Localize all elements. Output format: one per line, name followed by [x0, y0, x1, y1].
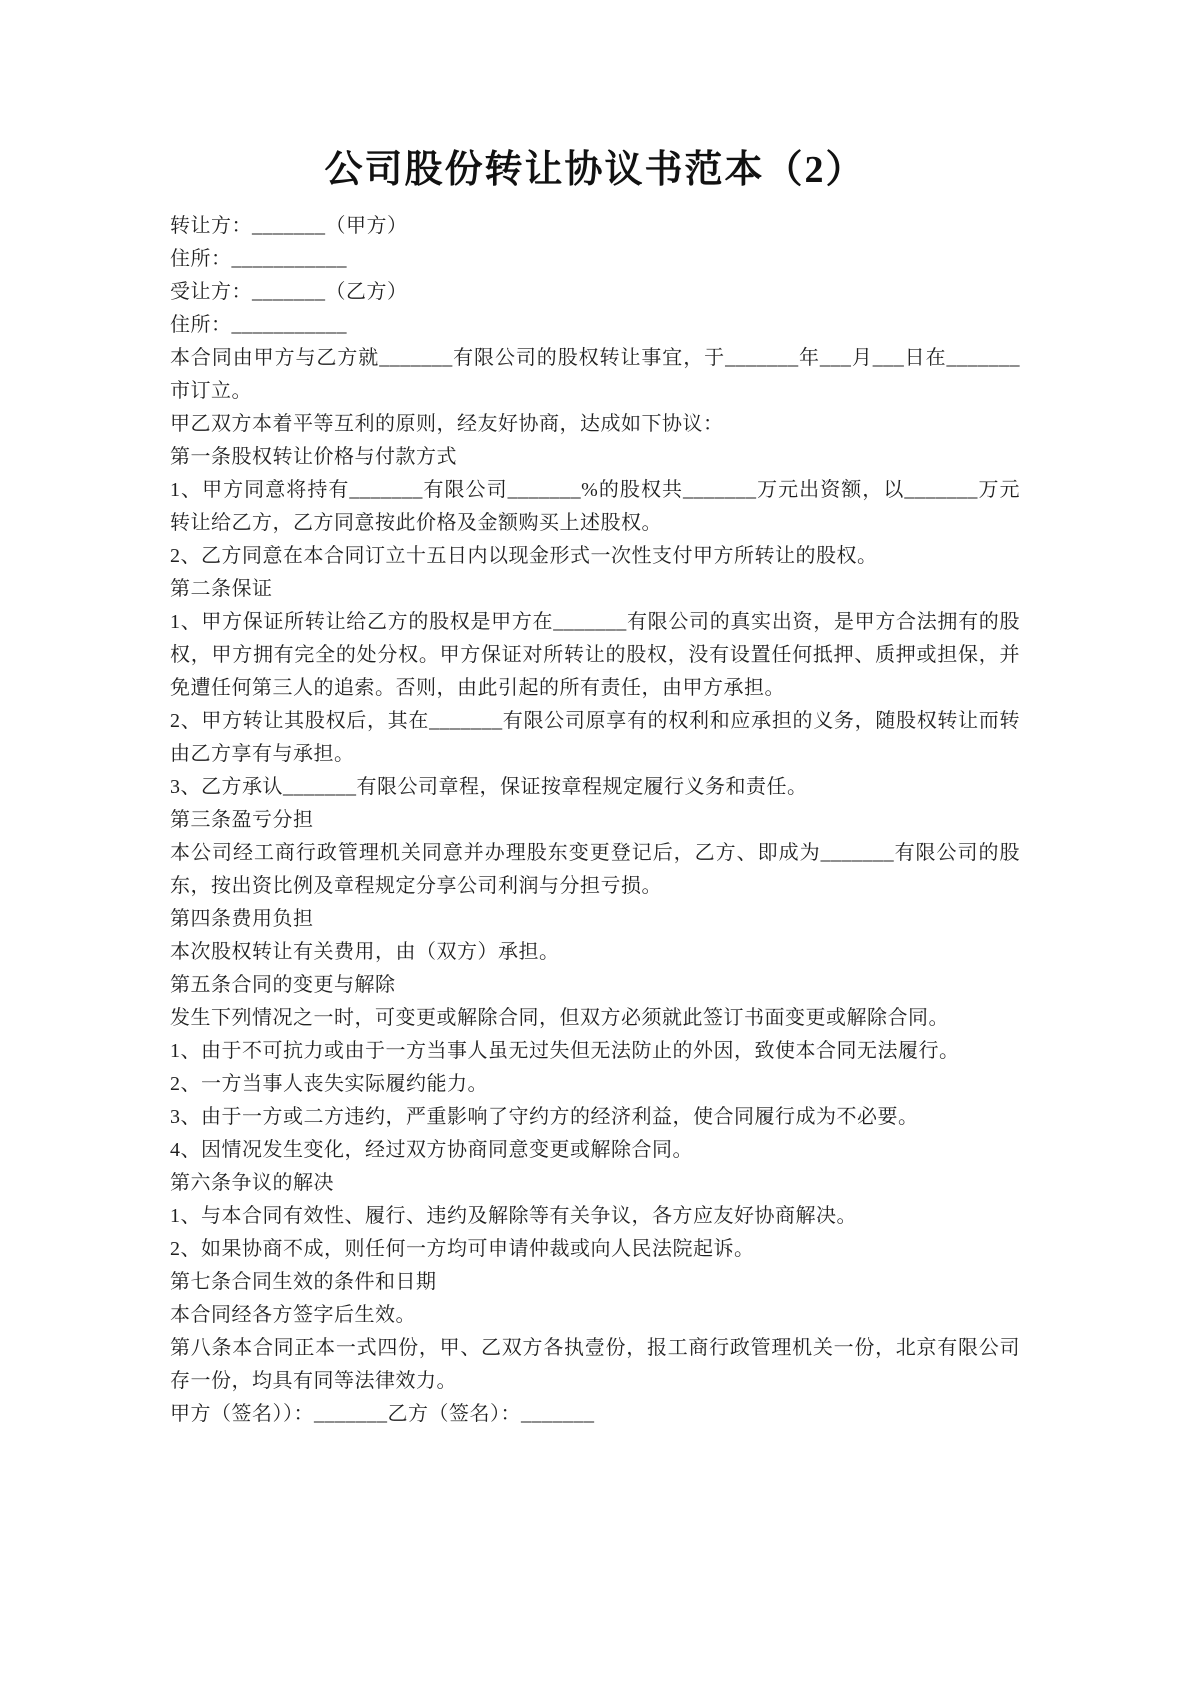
- section-heading-article1: 第一条股权转让价格与付款方式: [170, 446, 457, 468]
- paragraph-principle: 甲乙双方本着平等互利的原则，经友好协商，达成如下协议：: [170, 413, 724, 435]
- paragraph-article1-item2: 2、乙方同意在本合同订立十五日内以现金形式一次性支付甲方所转让的股权。: [170, 545, 878, 567]
- paragraph-article2-item2: 2、甲方转让其股权后，其在_______有限公司原享有的权利和应承担的义务，随股权转让而转由乙方享有与承担。: [170, 710, 1020, 765]
- paragraph-preamble: 本合同由甲方与乙方就_______有限公司的股权转让事宜，于_______年___月___日在_______市订立。: [170, 347, 1020, 402]
- signature-line: 甲方（签名））：_______乙方（签名）：_______: [170, 1403, 595, 1425]
- paragraph-article7-body: 本合同经各方签字后生效。: [170, 1304, 416, 1326]
- field-transferor: 转让方：_______（甲方）: [170, 215, 408, 237]
- paragraph-article4-body: 本次股权转让有关费用，由（双方）承担。: [170, 941, 560, 963]
- paragraph-article1-item1: 1、甲方同意将持有_______有限公司_______%的股权共_______万元出资额，以_______万元转让给乙方，乙方同意按此价格及金额购买上述股权。: [170, 479, 1020, 534]
- section-heading-article7: 第七条合同生效的条件和日期: [170, 1271, 437, 1293]
- paragraph-article3-body: 本公司经工商行政管理机关同意并办理股东变更登记后，乙方、即成为_______有限公司的股东，按出资比例及章程规定分享公司利润与分担亏损。: [170, 842, 1020, 897]
- paragraph-article5-intro: 发生下列情况之一时，可变更或解除合同，但双方必须就此签订书面变更或解除合同。: [170, 1007, 949, 1029]
- page-title: 公司股份转让协议书范本（2）: [324, 149, 866, 191]
- section-heading-article5: 第五条合同的变更与解除: [170, 974, 396, 996]
- field-transferee: 受让方：_______（乙方）: [170, 281, 408, 303]
- paragraph-article5-item1: 1、由于不可抗力或由于一方当事人虽无过失但无法防止的外因，致使本合同无法履行。: [170, 1040, 960, 1062]
- document-body: [170, 210, 1020, 1431]
- paragraph-article2-item1: 1、甲方保证所转让给乙方的股权是甲方在_______有限公司的真实出资，是甲方合法拥有的股权，甲方拥有完全的处分权。甲方保证对所转让的股权，没有设置任何抵押、质押或担保，并免遭任何第三人的追索。否则，由此引起的所有责任，由甲方承担。: [170, 611, 1020, 699]
- paragraph-article5-item2: 2、一方当事人丧失实际履约能力。: [170, 1073, 488, 1095]
- section-heading-article6: 第六条争议的解决: [170, 1172, 334, 1194]
- section-heading-article3: 第三条盈亏分担: [170, 809, 314, 831]
- field-transferee-address: 住所：___________: [170, 314, 347, 336]
- paragraph-article8-body: 第八条本合同正本一式四份，甲、乙双方各执壹份，报工商行政管理机关一份，北京有限公司存一份，均具有同等法律效力。: [170, 1337, 1020, 1392]
- paragraph-article6-item2: 2、如果协商不成，则任何一方均可申请仲裁或向人民法院起诉。: [170, 1238, 755, 1260]
- section-heading-article4: 第四条费用负担: [170, 908, 314, 930]
- paragraph-article5-item4: 4、因情况发生变化，经过双方协商同意变更或解除合同。: [170, 1139, 693, 1161]
- paragraph-article2-item3: 3、乙方承认_______有限公司章程，保证按章程规定履行义务和责任。: [170, 776, 808, 798]
- section-heading-article2: 第二条保证: [170, 578, 273, 600]
- paragraph-article6-item1: 1、与本合同有效性、履行、违约及解除等有关争议，各方应友好协商解决。: [170, 1205, 857, 1227]
- field-transferor-address: 住所：___________: [170, 248, 347, 270]
- paragraph-article5-item3: 3、由于一方或二方违约，严重影响了守约方的经济利益，使合同履行成为不必要。: [170, 1106, 919, 1128]
